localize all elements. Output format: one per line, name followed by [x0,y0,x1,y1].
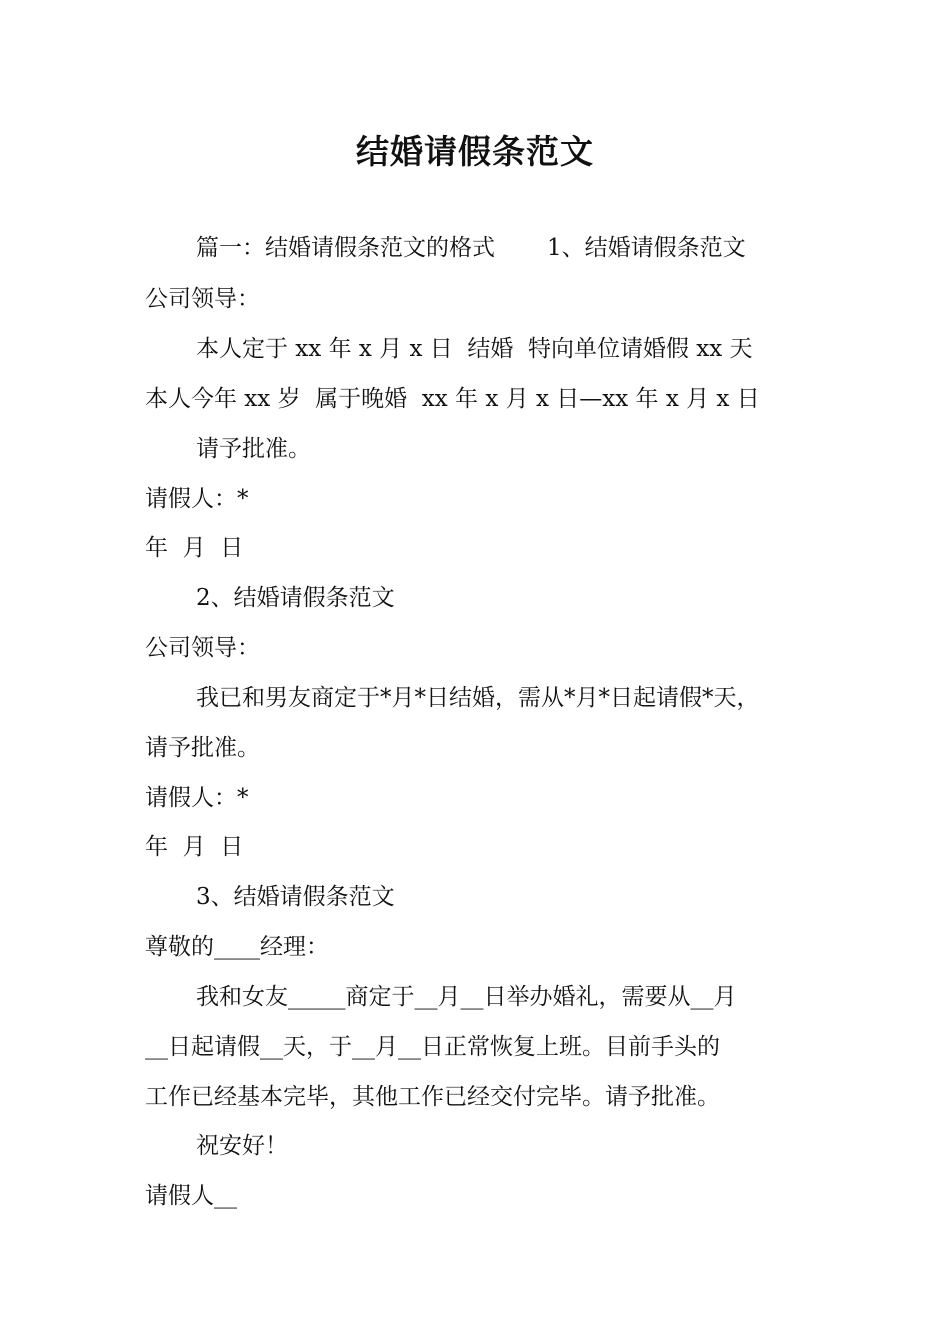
body-paragraph: 我已和男友商定于*月*日结婚，需从*月*日起请假*天， [196,685,760,711]
body-paragraph: __日起请假__天，于__月__日正常恢复上班。目前手头的 [145,1034,720,1060]
document-title: 结婚请假条范文 [356,132,594,171]
date-line: 年 月 日 [145,535,244,561]
example-heading: 2、结婚请假条范文 [196,585,395,611]
section-heading-line [196,233,746,263]
applicant-line: 请假人__ [145,1183,237,1209]
body-paragraph: 我和女友_____商定于__月__日举办婚礼，需要从__月 [196,984,737,1010]
body-paragraph: 本人定于 xx 年 x 月 x 日 结婚 特向单位请婚假 xx 天 [196,336,753,362]
salutation: 尊敬的____经理： [145,934,329,960]
applicant-line: 请假人：* [145,785,249,811]
applicant-line: 请假人：* [145,486,249,512]
salutation: 公司领导： [145,286,260,312]
body-paragraph: 本人今年 xx 岁 属于晚婚 xx 年 x 月 x 日—xx 年 x 月 x 日 [145,386,760,412]
body-paragraph: 工作已经基本完毕，其他工作已经交付完毕。请予批准。 [145,1084,720,1110]
example-heading: 3、结婚请假条范文 [196,884,395,910]
salutation: 公司领导： [145,635,260,661]
section-heading: 篇一：结婚请假条范文的格式 [196,235,495,261]
closing-line: 祝安好！ [196,1133,288,1159]
request-line: 请予批准。 [196,436,311,462]
request-line: 请予批准。 [145,735,260,761]
date-line: 年 月 日 [145,834,244,860]
example-heading: 1、结婚请假条范文 [547,235,746,261]
